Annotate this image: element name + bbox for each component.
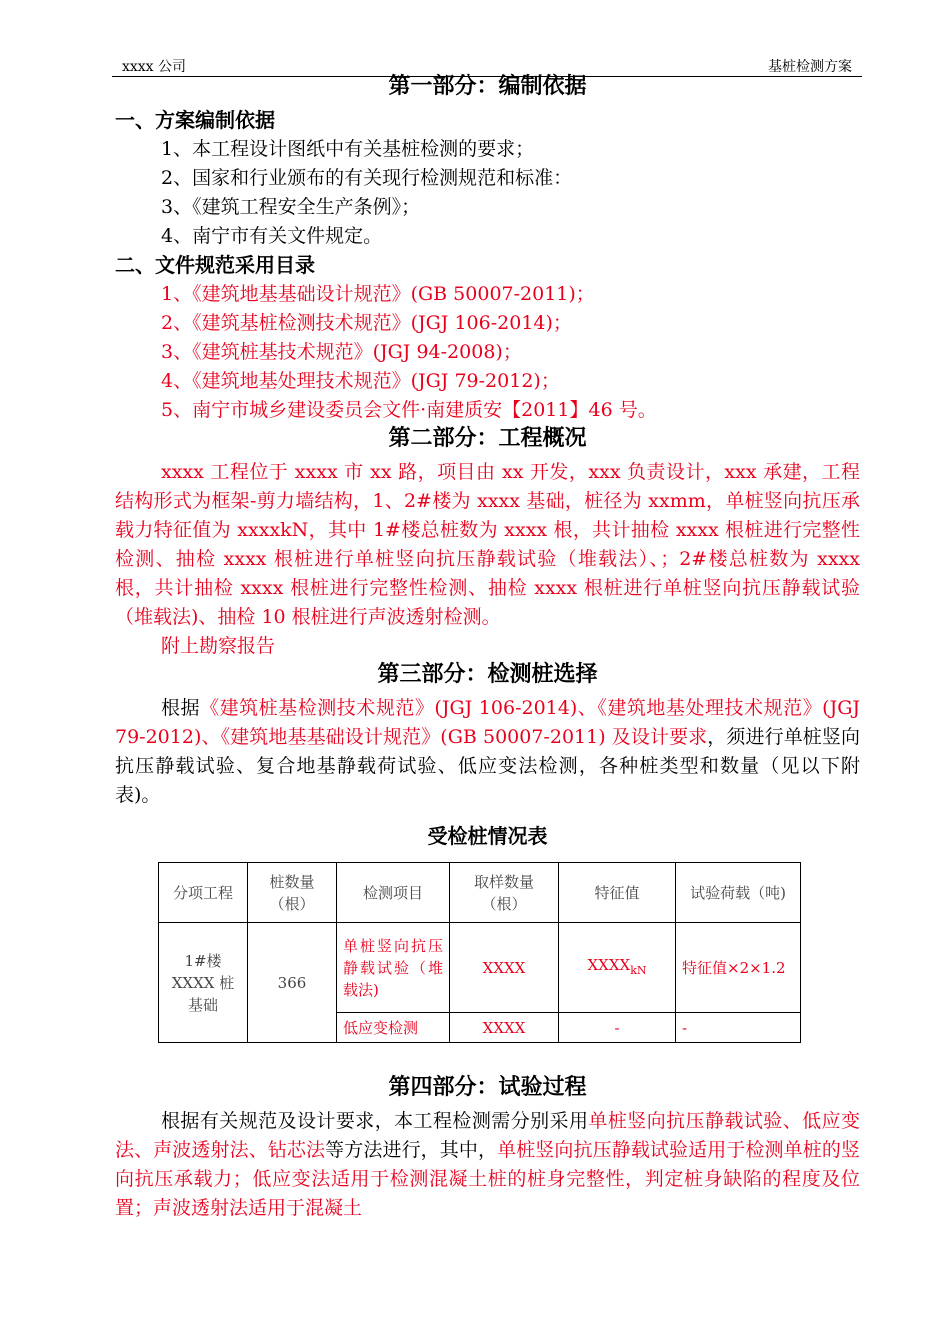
overview-paragraph: xxxx 工程位于 xxxx 市 xx 路，项目由 xx 开发，xxx 负责设计，xxx 承建，工程结构形式为框架-剪力墙结构，1、2#楼为 xxxx 基础，桩径为 xxmm，单桩竖向抗压承载力特征值为 xxxxkN，其中 1#楼总桩数为 xxxx 根，共计抽检 xxxx 根桩进行完整性检测、抽检 xxxx 根桩进行单桩竖向抗压静载试验（堆载法）、；2#楼总桩数为 xxxx 根，共计抽检 xxxx 根桩进行完整性检测、抽检 xxxx 根桩进行单桩竖向抗压静载试验（堆载法)、抽检 10 根桩进行声波透射检测。 — [115, 461, 860, 628]
paragraph-mid: 等方法进行，其中， — [325, 1139, 498, 1161]
list-item: 2、国家和行业颁布的有关现行检测规范和标准： — [161, 167, 573, 189]
list-item: 2、《建筑基桩检测技术规范》(JGJ 106-2014)； — [161, 312, 572, 334]
table-cell-item: 低应变检测 — [337, 1013, 450, 1043]
list-item: 1、《建筑地基基础设计规范》(GB 50007-2011)； — [161, 283, 595, 305]
part3-title: 第三部分：检测桩选择 — [377, 662, 598, 687]
table-header: 检测项目 — [337, 863, 450, 923]
list-item: 3、《建筑工程安全生产条例》； — [161, 196, 421, 218]
table-header: 桩数量（根） — [248, 863, 337, 923]
value-unit: kN — [630, 963, 647, 977]
header-doc-title: 基桩检测方案 — [768, 59, 852, 75]
part2-title: 第二部分：工程概况 — [388, 426, 587, 451]
process-paragraph — [115, 1107, 860, 1223]
selection-paragraph — [115, 694, 860, 810]
table-header-row — [159, 863, 801, 923]
table-cell-load: 特征值×2×1.2 — [676, 923, 801, 1013]
list-item: 3、《建筑桩基技术规范》(JGJ 94-2008)； — [161, 341, 522, 363]
table-cell-item: 单桩竖向抗压静载试验（堆载法) — [337, 923, 450, 1013]
section1-list — [115, 135, 860, 251]
paragraph-standards: 《建筑桩基检测技术规范》(JGJ 106-2014)、《建筑地基处理技术规范》(JGJ 79-2012)、《建筑地基基础设计规范》(GB 50007-2011) 及设计要求 — [115, 697, 860, 748]
section2-list — [115, 280, 860, 425]
table-header: 取样数量（根） — [450, 863, 559, 923]
list-item: 1、本工程设计图纸中有关基桩检测的要求； — [161, 138, 535, 160]
table-cell-samples: XXXX — [450, 1013, 559, 1043]
table-cell-count: 366 — [248, 923, 337, 1043]
table-cell-load: - — [676, 1013, 801, 1043]
table-header: 分项工程 — [159, 863, 248, 923]
table-title: 受检桩情况表 — [427, 824, 548, 848]
part3-body — [115, 694, 860, 810]
table-row — [159, 923, 801, 1013]
table-cell-project: 1#楼 XXXX 桩基础 — [159, 923, 248, 1043]
table-cell-value — [559, 923, 676, 1013]
part4-title: 第四部分：试验过程 — [388, 1075, 587, 1100]
overview-note: 附上勘察报告 — [161, 635, 276, 657]
paragraph-methods: 单桩竖向抗压静载试验、低应变法、声波透射法、钻芯法 — [115, 1110, 860, 1161]
table-cell-value: - — [559, 1013, 676, 1043]
pile-table — [158, 862, 801, 1043]
paragraph-tail: ，须进行单桩竖向抗压静载试验、复合地基静载荷试验、低应变法检测，各种桩类型和数量（见以下附表)。 — [115, 726, 860, 806]
table-cell-samples: XXXX — [450, 923, 559, 1013]
value-number: XXXX — [587, 955, 631, 974]
part4-body — [115, 1107, 860, 1223]
list-item: 4、南宁市有关文件规定。 — [161, 225, 383, 247]
part2-body — [115, 458, 860, 661]
paragraph-lead: 根据 — [161, 697, 201, 719]
table-header: 特征值 — [559, 863, 676, 923]
paragraph-lead: 根据有关规范及设计要求，本工程检测需分别采用 — [161, 1110, 589, 1132]
table-header: 试验荷载（吨) — [676, 863, 801, 923]
section1-title: 一、方案编制依据 — [115, 108, 275, 132]
section2-title: 二、文件规范采用目录 — [115, 253, 315, 277]
list-item: 4、《建筑地基处理技术规范》(JGJ 79-2012)； — [161, 370, 560, 392]
paragraph-detail: 单桩竖向抗压静载试验适用于检测单桩的竖向抗压承载力；低应变法适用于检测混凝土桩的桩身完整性，判定桩身缺陷的程度及位置；声波透射法适用于混凝土 — [115, 1139, 860, 1219]
part1-title: 第一部分：编制依据 — [388, 74, 587, 99]
header-company: xxxx 公司 — [122, 59, 187, 75]
list-item: 5、南宁市城乡建设委员会文件·南建质安【2011】46 号。 — [161, 399, 657, 421]
